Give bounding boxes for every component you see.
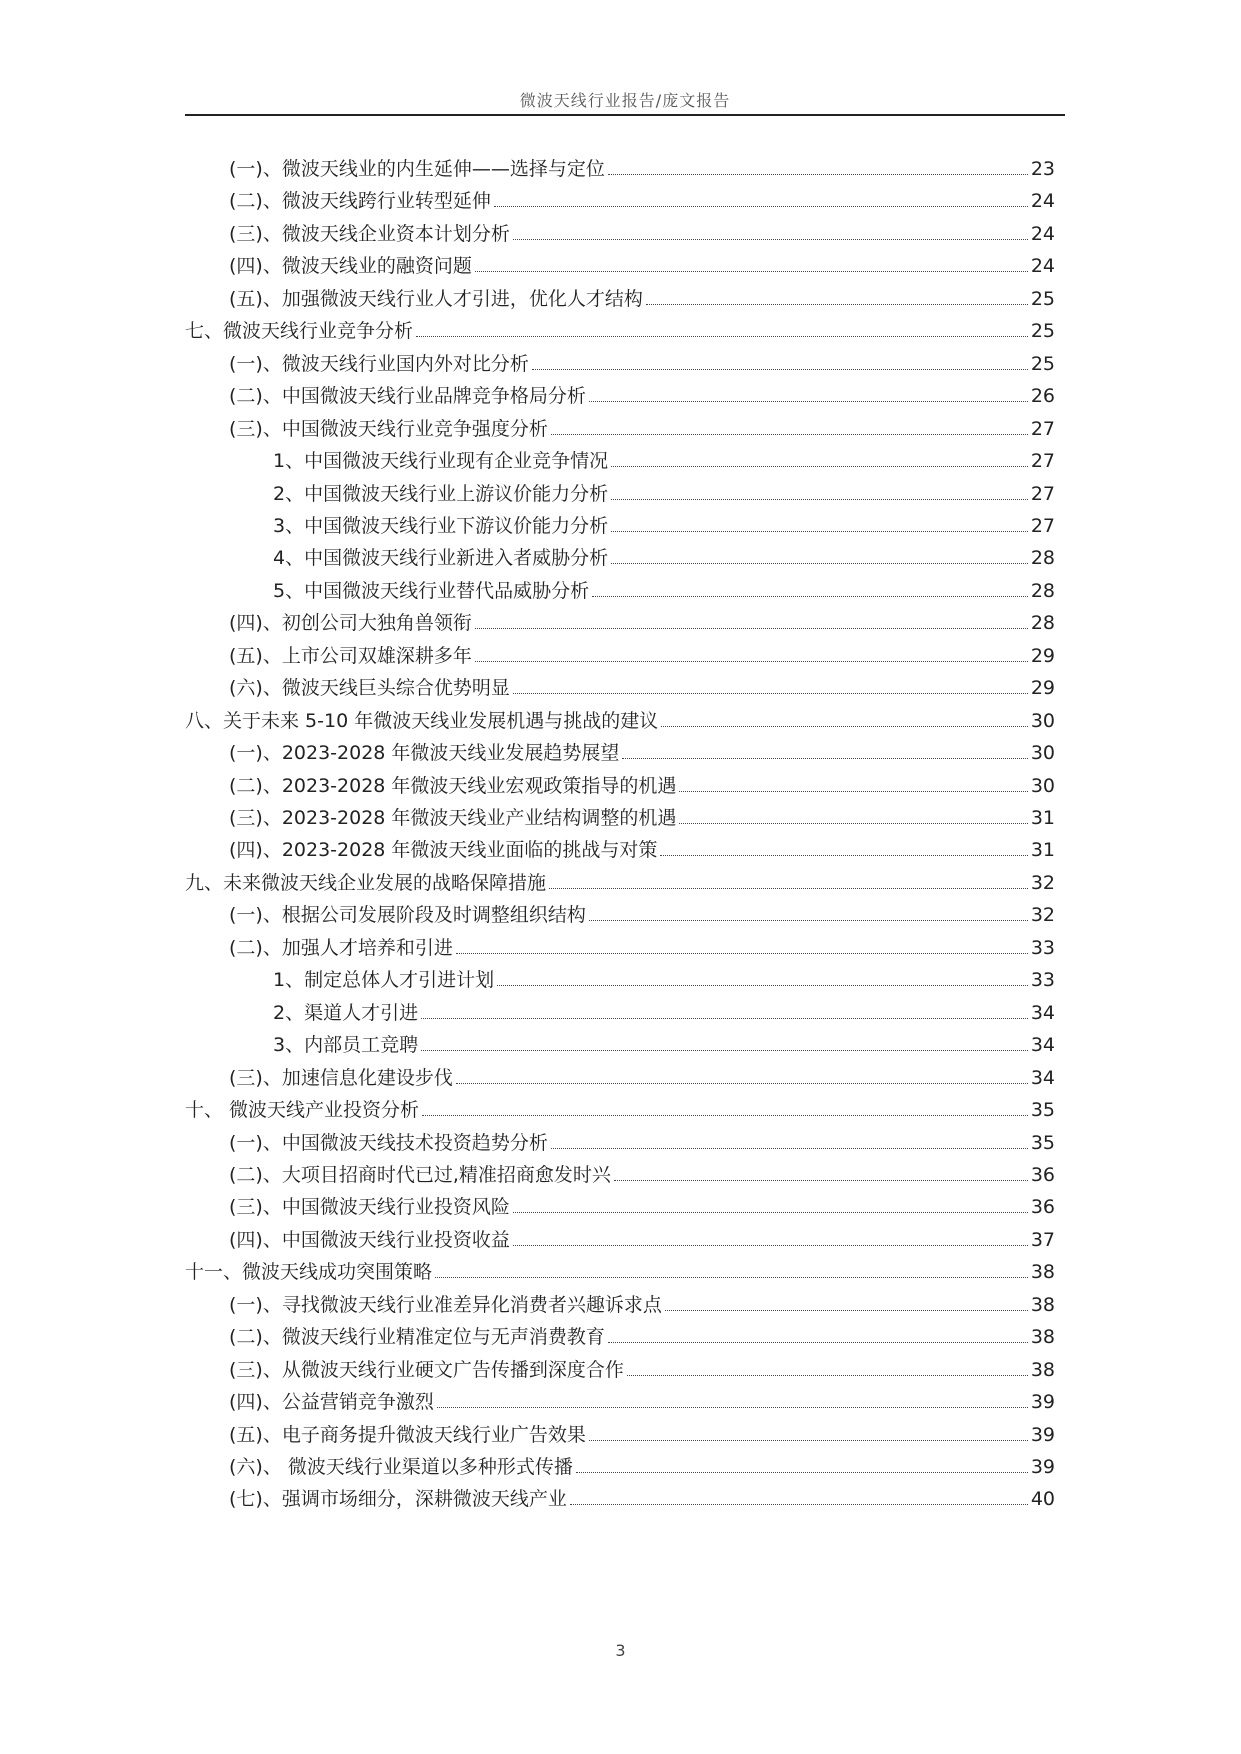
toc-entry-title: 十一、微波天线成功突围策略 (185, 1261, 433, 1284)
toc-entry[interactable] (229, 635, 1055, 667)
toc-entry-title: (四)、2023-2028 年微波天线业面临的挑战与对策 (229, 839, 658, 862)
toc-dot-leader (513, 693, 1028, 694)
toc-entry[interactable] (229, 1349, 1055, 1381)
toc-entry-title: (四)、初创公司大独角兽领衔 (229, 612, 472, 635)
toc-entry-title: (三)、中国微波天线行业投资风险 (229, 1196, 510, 1219)
toc-entry[interactable] (229, 1316, 1055, 1348)
toc-entry[interactable] (229, 1478, 1055, 1510)
toc-dot-leader (494, 206, 1028, 207)
toc-entry-title: (二)、2023-2028 年微波天线业宏观政策指导的机遇 (229, 774, 677, 797)
toc-entry[interactable] (185, 310, 1055, 342)
toc-entry[interactable] (229, 602, 1055, 634)
toc-entry-page: 33 (1030, 936, 1055, 959)
toc-entry-title: (五)、加强微波天线行业人才引进，优化人才结构 (229, 287, 643, 310)
toc-entry[interactable] (229, 148, 1055, 180)
toc-dot-leader (456, 953, 1028, 954)
toc-entry[interactable] (229, 1381, 1055, 1413)
toc-dot-leader (532, 369, 1028, 370)
toc-entry-title: 3、内部员工竞聘 (273, 1034, 419, 1057)
toc-dot-leader (416, 336, 1028, 337)
toc-entry-title: (一)、根据公司发展阶段及时调整组织结构 (229, 904, 586, 927)
toc-entry-title: (一)、微波天线行业国内外对比分析 (229, 352, 529, 375)
toc-dot-leader (421, 1050, 1028, 1051)
toc-entry-title: (二)、加强人才培养和引进 (229, 936, 453, 959)
toc-dot-leader (422, 1115, 1028, 1116)
toc-entry-page: 34 (1030, 1001, 1055, 1024)
toc-entry[interactable] (273, 959, 1055, 991)
toc-entry-page: 28 (1030, 579, 1055, 602)
toc-entry-page: 30 (1030, 742, 1055, 765)
toc-entry-title: (三)、加速信息化建设步伐 (229, 1066, 453, 1089)
toc-entry[interactable] (273, 570, 1055, 602)
toc-dot-leader (611, 499, 1028, 500)
toc-entry-title: 九、未来微波天线企业发展的战略保障措施 (185, 871, 547, 894)
toc-entry-title: (四)、公益营销竞争激烈 (229, 1391, 434, 1414)
toc-entry-title: 5、中国微波天线行业替代品威胁分析 (273, 579, 590, 602)
toc-entry[interactable] (229, 245, 1055, 277)
toc-entry-title: (二)、微波天线行业精准定位与无声消费教育 (229, 1326, 605, 1349)
toc-entry[interactable] (229, 667, 1055, 699)
toc-entry-page: 28 (1030, 612, 1055, 635)
toc-entry-title: 2、渠道人才引进 (273, 1001, 419, 1024)
toc-entry-page: 26 (1030, 385, 1055, 408)
toc-entry-page: 32 (1030, 904, 1055, 927)
toc-entry[interactable] (229, 180, 1055, 212)
toc-dot-leader (435, 1277, 1028, 1278)
toc-entry-title: 1、中国微波天线行业现有企业竞争情况 (273, 450, 609, 473)
toc-entry-page: 36 (1030, 1163, 1055, 1186)
toc-entry[interactable] (229, 797, 1055, 829)
toc-entry[interactable] (229, 375, 1055, 407)
toc-entry[interactable] (273, 473, 1055, 505)
toc-entry-page: 38 (1030, 1358, 1055, 1381)
toc-entry[interactable] (185, 1251, 1055, 1283)
toc-entry-page: 29 (1030, 677, 1055, 700)
toc-dot-leader (513, 239, 1028, 240)
toc-entry-title: (三)、2023-2028 年微波天线业产业结构调整的机遇 (229, 807, 677, 829)
toc-entry-page: 29 (1030, 644, 1055, 667)
toc-dot-leader (614, 1180, 1028, 1181)
toc-entry-page: 30 (1030, 709, 1055, 732)
toc-entry-page: 34 (1030, 1066, 1055, 1089)
toc-entry[interactable] (185, 700, 1055, 732)
toc-entry[interactable] (229, 1057, 1055, 1089)
toc-entry-title: (一)、寻找微波天线行业准差异化消费者兴趣诉求点 (229, 1293, 662, 1316)
toc-entry-title: (四)、微波天线业的融资问题 (229, 255, 472, 278)
toc-dot-leader (513, 1245, 1028, 1246)
toc-entry-title: 十、 微波天线产业投资分析 (185, 1099, 420, 1122)
toc-entry-page: 24 (1030, 222, 1055, 245)
toc-entry-title: 1、制定总体人才引进计划 (273, 969, 495, 992)
toc-entry-title: (三)、微波天线企业资本计划分析 (229, 222, 510, 245)
toc-entry-page: 28 (1030, 547, 1055, 570)
toc-dot-leader (608, 1342, 1028, 1343)
toc-entry-page: 23 (1030, 158, 1055, 180)
toc-dot-leader (551, 1148, 1028, 1149)
toc-entry-title: (六)、微波天线巨头综合优势明显 (229, 677, 510, 700)
toc-entry-title: 七、微波天线行业竞争分析 (185, 320, 414, 343)
page-header-title: 微波天线行业报告/庞文报告 (519, 91, 731, 110)
toc-entry-page: 39 (1030, 1423, 1055, 1446)
toc-dot-leader (513, 1212, 1028, 1213)
toc-dot-leader (592, 596, 1028, 597)
toc-dot-leader (589, 401, 1028, 402)
toc-entry-page: 37 (1030, 1228, 1055, 1251)
toc-dot-leader (661, 726, 1028, 727)
toc-entry-title: (二)、中国微波天线行业品牌竞争格局分析 (229, 385, 586, 408)
toc-entry-title: 2、中国微波天线行业上游议价能力分析 (273, 482, 609, 505)
toc-entry[interactable] (273, 440, 1055, 472)
toc-entry-title: 八、关于未来 5-10 年微波天线业发展机遇与挑战的建议 (185, 709, 659, 732)
toc-entry-page: 35 (1030, 1099, 1055, 1122)
toc-dot-leader (646, 304, 1028, 305)
toc-entry-title: (三)、中国微波天线行业竞争强度分析 (229, 417, 548, 440)
header-rule (185, 114, 1065, 116)
toc-entry[interactable] (229, 1186, 1055, 1218)
toc-dot-leader (660, 855, 1027, 856)
toc-dot-leader (437, 1407, 1028, 1408)
toc-entry-page: 33 (1030, 969, 1055, 992)
toc-entry-title: 3、中国微波天线行业下游议价能力分析 (273, 514, 609, 537)
toc-entry[interactable] (229, 1284, 1055, 1316)
toc-entry-page: 27 (1030, 514, 1055, 537)
toc-dot-leader (576, 1472, 1028, 1473)
toc-entry[interactable] (229, 213, 1055, 245)
toc-dot-leader (611, 563, 1028, 564)
toc-entry-page: 27 (1030, 417, 1055, 440)
toc-entry-page: 36 (1030, 1196, 1055, 1219)
toc-entry-page: 27 (1030, 482, 1055, 505)
toc-entry-page: 38 (1030, 1326, 1055, 1349)
toc-dot-leader (627, 1375, 1028, 1376)
toc-entry[interactable] (229, 829, 1055, 861)
toc-entry[interactable] (229, 894, 1055, 926)
toc-entry-title: (一)、2023-2028 年微波天线业发展趋势展望 (229, 742, 620, 765)
toc-entry[interactable] (185, 1089, 1055, 1121)
toc-entry-page: 25 (1030, 320, 1055, 343)
toc-dot-leader (456, 1083, 1028, 1084)
toc-entry-title: (三)、从微波天线行业硬文广告传播到深度合作 (229, 1358, 624, 1381)
toc-entry-title: (六)、 微波天线行业渠道以多种形式传播 (229, 1456, 573, 1478)
toc-entry[interactable] (273, 505, 1055, 537)
toc-dot-leader (589, 920, 1028, 921)
toc-entry[interactable] (229, 1122, 1055, 1154)
toc-entry-page: 32 (1030, 871, 1055, 894)
toc-entry[interactable] (229, 1154, 1055, 1186)
toc-dot-leader (611, 531, 1028, 532)
toc-entry-page: 40 (1030, 1488, 1055, 1511)
toc-dot-leader (497, 985, 1028, 986)
toc-entry-title: (五)、上市公司双雄深耕多年 (229, 644, 472, 667)
toc-entry[interactable] (185, 862, 1055, 894)
toc-entry-page: 39 (1030, 1456, 1055, 1478)
toc-dot-leader (679, 791, 1027, 792)
toc-entry-page: 31 (1030, 807, 1055, 829)
toc-entry-title: (二)、微波天线跨行业转型延伸 (229, 190, 491, 213)
toc-entry[interactable] (229, 408, 1055, 440)
toc-entry-page: 24 (1030, 255, 1055, 278)
toc-entry-page: 35 (1030, 1131, 1055, 1154)
toc-dot-leader (622, 758, 1027, 759)
toc-entry-title: (四)、中国微波天线行业投资收益 (229, 1228, 510, 1251)
toc-entry-page: 30 (1030, 774, 1055, 797)
toc-entry[interactable] (229, 1446, 1055, 1478)
toc-entry[interactable] (229, 765, 1055, 797)
toc-dot-leader (475, 661, 1028, 662)
toc-entry-page: 39 (1030, 1391, 1055, 1414)
page-number: 3 (615, 1641, 626, 1660)
toc-dot-leader (665, 1310, 1028, 1311)
toc-entry-page: 34 (1030, 1034, 1055, 1057)
toc-entry[interactable] (273, 992, 1055, 1024)
toc-entry-page: 25 (1030, 352, 1055, 375)
toc-dot-leader (589, 1440, 1028, 1441)
toc-entry-page: 38 (1030, 1293, 1055, 1316)
toc-dot-leader (549, 888, 1028, 889)
toc-entry[interactable] (273, 1024, 1055, 1056)
toc-entry-page: 27 (1030, 450, 1055, 473)
toc-dot-leader (475, 271, 1028, 272)
toc-entry[interactable] (229, 927, 1055, 959)
toc-entry-page: 31 (1030, 839, 1055, 862)
toc-entry[interactable] (229, 343, 1055, 375)
toc-dot-leader (475, 628, 1028, 629)
toc-entry[interactable] (229, 278, 1055, 310)
toc-entry-title: (五)、电子商务提升微波天线行业广告效果 (229, 1423, 586, 1446)
toc-entry-page: 38 (1030, 1261, 1055, 1284)
toc-dot-leader (551, 434, 1028, 435)
toc-dot-leader (608, 174, 1028, 175)
toc-dot-leader (679, 823, 1027, 824)
toc-entry[interactable] (273, 537, 1055, 569)
toc-dot-leader (570, 1504, 1028, 1505)
toc-dot-leader (421, 1018, 1028, 1019)
toc-entry-page: 25 (1030, 287, 1055, 310)
toc-entry-title: (七)、强调市场细分，深耕微波天线产业 (229, 1488, 567, 1511)
toc-entry-title: (二)、大项目招商时代已过,精准招商愈发时兴 (229, 1163, 611, 1186)
toc-entry-title: 4、中国微波天线行业新进入者威胁分析 (273, 547, 609, 570)
toc-entry[interactable] (229, 732, 1055, 764)
toc-entry-page: 24 (1030, 190, 1055, 213)
toc-entry-title: (一)、微波天线业的内生延伸——选择与定位 (229, 158, 605, 180)
toc-entry-title: (一)、中国微波天线技术投资趋势分析 (229, 1131, 548, 1154)
toc-entry[interactable] (229, 1219, 1055, 1251)
toc-entry[interactable] (229, 1414, 1055, 1446)
toc-dot-leader (611, 466, 1028, 467)
